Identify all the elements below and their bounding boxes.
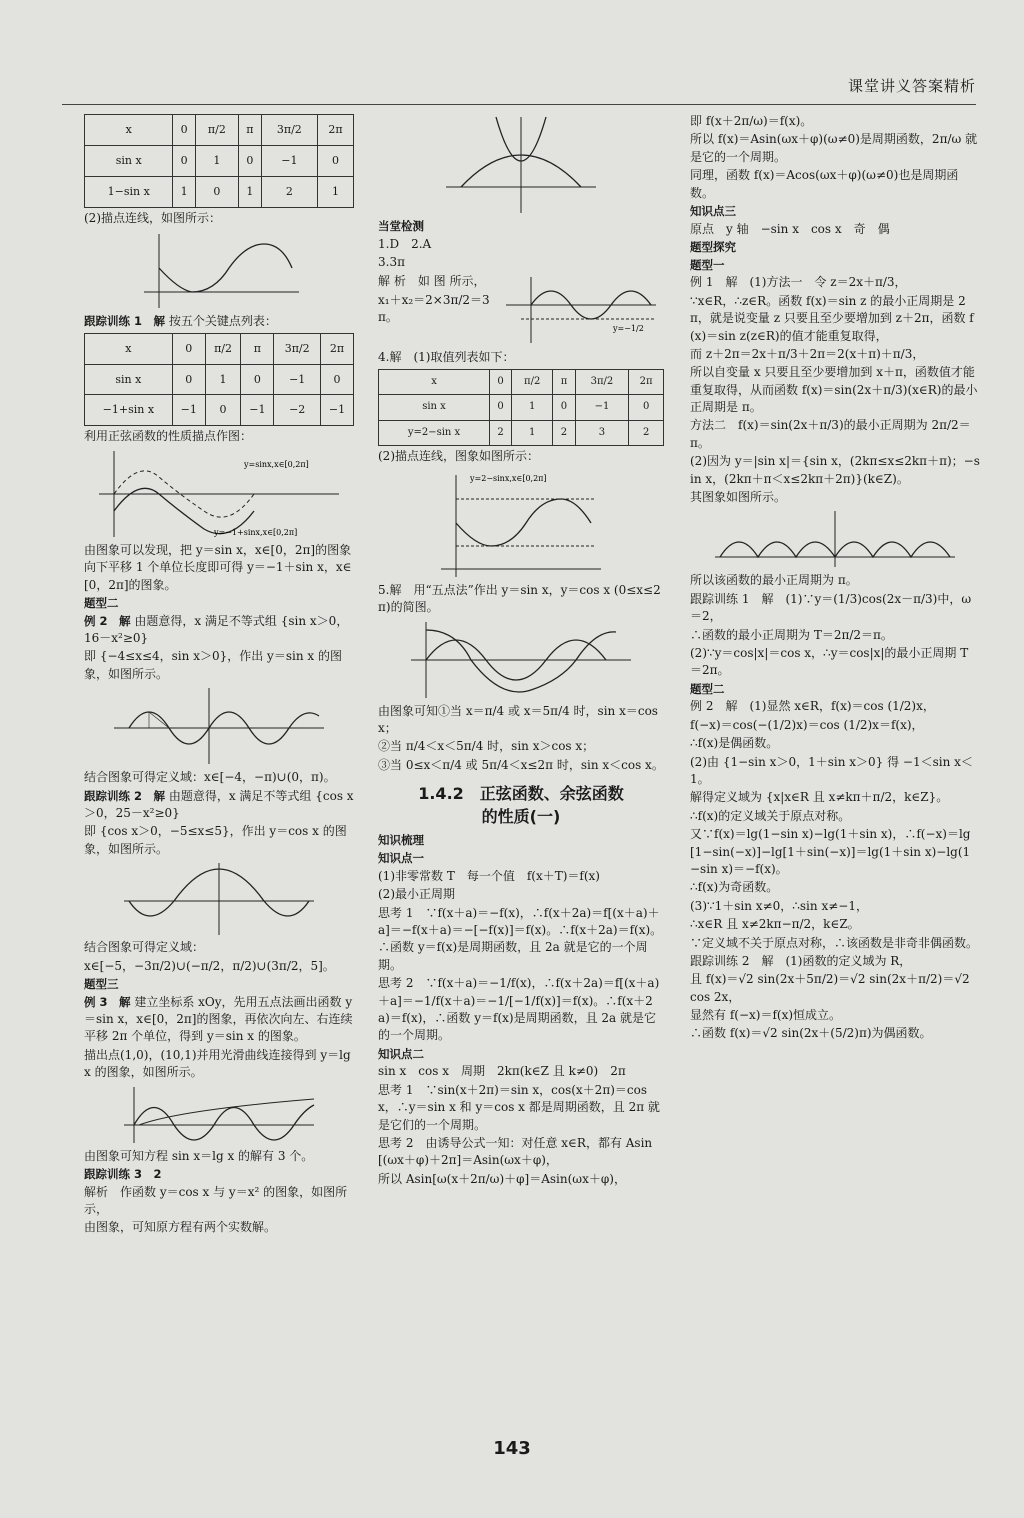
paragraph: (2)∵y＝cos|x|＝cos x，∴y＝cos|x|的最小正周期 T＝2π。 — [690, 646, 969, 678]
paragraph: 原点 y 轴 −sin x cos x 奇 偶 — [690, 221, 890, 236]
paragraph: 结合图象可得定义域：x∈[−4，−π)∪(0，π)。 — [84, 770, 336, 785]
paragraph: 同理，函数 f(x)＝Acos(ωx＋φ)(ω≠0)也是周期函数。 — [690, 168, 959, 200]
paragraph: 而 z＋2π＝2x＋π/3＋2π＝2(x＋π)＋π/3， — [690, 346, 925, 361]
answer-3-block — [378, 272, 664, 348]
heading: 跟踪训练 2 解 — [84, 788, 166, 803]
paragraph: (1)非零常数 T 每一个值 f(x＋T)＝f(x) — [378, 868, 600, 883]
paragraph: 方法二 f(x)＝sin(2x＋π/3)的最小正周期为 2π/2＝π。 — [690, 418, 971, 450]
graph-2-sin-shift — [94, 449, 344, 539]
paragraph: 思考 2 由诱导公式一知：对任意 x∈R，都有 Asin[(ωx＋φ)＋2π]＝Asin(ωx＋φ)， — [378, 1135, 653, 1168]
paragraph: f(−x)＝cos(−(1/2)x)＝cos (1/2)x＝f(x)， — [690, 717, 924, 732]
paragraph: 思考 2 ∵f(x＋a)＝−1/f(x)，∴f(x＋2a)＝f[(x＋a)＋a]＝−1/f(x＋a)＝−1/[−1/f(x)]＝f(x)。∴f(x＋2a)＝f(x)，∴函数 y＝f(x)是周期函数，且 2a 就是它的一个周期。 — [378, 976, 660, 1043]
heading: 题型探究 — [690, 240, 736, 255]
paragraph: (2)描点连线，如图所示： — [84, 210, 221, 225]
heading: 题型二 — [690, 681, 725, 696]
paragraph: 所以 Asin[ω(x＋2π/ω)＋φ]＝Asin(ωx＋φ)， — [378, 1171, 626, 1186]
heading: 当堂检测 — [378, 219, 424, 233]
paragraph: 描出点(1,0)，(10,1)并用光滑曲线连接得到 y＝lg x 的图象，如图所示。 — [84, 1047, 351, 1080]
paragraph: 按五个关键点列表： — [168, 314, 277, 329]
paragraph: ∴函数 f(x)＝√2 sin(2x＋(5/2)π)为偶函数。 — [690, 1026, 932, 1041]
paragraph: ∴f(x)为奇函数。 — [690, 880, 779, 895]
table-row: sin x 0 1 0 −1 0 — [379, 395, 664, 421]
paragraph: 解 析 如 图 所示， — [378, 274, 486, 289]
heading: 知识点三 — [690, 203, 736, 218]
heading: 题型三 — [84, 976, 119, 991]
paragraph: ∴f(x)是偶函数。 — [690, 736, 779, 751]
paragraph: ∴x∈R 且 x≠2kπ−π/2，k∈Z。 — [690, 917, 860, 932]
table-row: sin x 0 1 0 −1 0 — [85, 364, 354, 395]
paragraph: (2)因为 y＝|sin x|＝{sin x，(2kπ≤x≤2kπ＋π)；−sin x，(2kπ＋π＜x≤2kπ＋2π)}(k∈Z)。 — [690, 454, 980, 486]
table-row: y=2−sin x 2 1 2 3 2 — [379, 420, 664, 446]
table-row: x 0 π/2 π 3π/2 2π — [85, 115, 354, 146]
paragraph: 思考 1 ∵f(x＋a)＝−f(x)，∴f(x＋2a)＝f[(x＋a)＋a]＝−f(x＋a)＝−[−f(x)]＝f(x)。∴f(x＋2a)＝f(x)。∴函数 y＝f(x)是周期函数，且 2a 就是它的一个周期。 — [378, 905, 663, 972]
heading: 题型一 — [690, 257, 725, 272]
table-3 — [378, 369, 664, 447]
paragraph: x∈[−5，−3π/2)∪(−π/2，π/2)∪(3π/2，5]。 — [84, 958, 335, 973]
heading: 题型二 — [84, 595, 119, 610]
paragraph: 跟踪训练 1 解 (1)∵y＝(1/3)cos(2x－π/3)中，ω＝2， — [690, 591, 972, 624]
paragraph: 1.D 2.A — [378, 236, 432, 251]
graph-9-sin-cos — [406, 620, 636, 700]
heading: 例 2 解 — [84, 613, 131, 628]
graph-10-abs-sin — [710, 509, 960, 569]
table-2 — [84, 333, 354, 427]
paragraph: 由图象，可知原方程有两个实数解。 — [84, 1220, 277, 1235]
paragraph: 跟踪训练 2 解 (1)函数的定义域为 R， — [690, 953, 912, 968]
column-3 — [690, 112, 980, 1044]
paragraph: 其图象如图所示。 — [690, 490, 787, 505]
graph-6-cos-parabola — [441, 115, 601, 215]
paragraph: 显然有 f(−x)＝f(x)恒成立。 — [690, 1008, 842, 1023]
table-row: −1+sin x −1 0 −1 −2 −1 — [85, 395, 354, 426]
column-2 — [378, 112, 664, 1189]
graph-5-sin-lg — [119, 1085, 319, 1145]
paragraph: 5.解 用“五点法”作出 y＝sin x，y＝cos x (0≤x≤2π)的简图。 — [378, 582, 661, 615]
paragraph: 所以自变量 x 只要且至少要增加到 x＋π，函数值才能重复取得，从而函数 f(x)＝sin(2x＋π/3)(x∈R)的最小正周期是 π。 — [690, 365, 978, 415]
paragraph: ∴函数的最小正周期为 T＝2π/2＝π。 — [690, 627, 893, 642]
table-1 — [84, 114, 354, 208]
header-rule — [62, 104, 976, 105]
graph-4-cos-domain — [119, 861, 319, 936]
paragraph: 例 2 解 (1)显然 x∈R，f(x)＝cos (1/2)x， — [690, 699, 935, 714]
paragraph: (3)∵1＋sin x≠0，∴sin x≠−1， — [690, 898, 868, 913]
paragraph: 解析 作函数 y＝cos x 与 y＝x² 的图象，如图所示， — [84, 1184, 348, 1217]
paragraph: x₁＋x₂＝2×3π/2＝3π。 — [378, 292, 490, 325]
paragraph: (2)最小正周期 — [378, 887, 455, 902]
paragraph: sin x cos x 周期 2kπ(k∈Z 且 k≠0) 2π — [378, 1064, 626, 1079]
heading: 知识点二 — [378, 1046, 424, 1061]
paragraph: 即 {−4≤x≤4，sin x＞0}，作出 y＝sin x 的图象，如图所示。 — [84, 649, 342, 681]
paragraph: 又∵f(x)＝lg(1−sin x)−lg(1＋sin x)，∴f(−x)＝lg[1−sin(−x)]−lg[1＋sin(−x)]＝lg(1＋sin x)−lg(1−sin x)＝−f(x)。 — [690, 827, 971, 876]
paragraph: ∴f(x)的定义域关于原点对称。 — [690, 808, 851, 823]
graph-label: y=2−sinx,x∈[0,2π] — [470, 473, 547, 483]
paragraph: 结合图象可得定义域： — [84, 940, 205, 955]
heading: 知识点一 — [378, 851, 424, 866]
paragraph: 由图象可知方程 sin x＝lg x 的解有 3 个。 — [84, 1148, 314, 1163]
paragraph: 利用正弦函数的性质描点作图： — [84, 429, 253, 444]
paragraph: ∵定义域不关于原点对称，∴该函数是非奇非偶函数。 — [690, 935, 979, 950]
paragraph: ③当 0≤x＜π/4 或 5π/4＜x≤2π 时，sin x＜cos x。 — [378, 757, 664, 772]
heading: 知识梳理 — [378, 833, 424, 848]
heading: 例 3 解 — [84, 994, 131, 1009]
paragraph: (2)描点连线，图象如图所示： — [378, 449, 539, 464]
graph-label: y=sinx,x∈[0,2π] — [244, 459, 309, 469]
table-row: sin x 0 1 0 −1 0 — [85, 145, 354, 176]
paragraph: 即 {cos x＞0，−5≤x≤5}，作出 y＝cos x 的图象，如图所示。 — [84, 824, 347, 856]
paragraph: 且 f(x)＝√2 sin(2x＋5π/2)＝√2 sin(2x＋π/2)＝√2 cos 2x， — [690, 972, 970, 1004]
graph-label: y=−1+sinx,x∈[0,2π] — [214, 527, 298, 537]
table-row: 1−sin x 1 0 1 2 1 — [85, 176, 354, 207]
table-row: x 0 π/2 π 3π/2 2π — [85, 333, 354, 364]
paragraph: 3.3π — [378, 255, 405, 270]
graph-7-sin-line — [501, 275, 661, 345]
paragraph: 解得定义域为 {x|x∈R 且 x≠kπ＋π/2，k∈Z}。 — [690, 790, 949, 805]
table-row: x 0 π/2 π 3π/2 2π — [379, 369, 664, 395]
paragraph: 由题意得，x 满足不等式组 {sin x＞0，16－x²≥0} — [84, 613, 349, 646]
graph-1-minus-sin — [134, 230, 304, 310]
paragraph: 所以该函数的最小正周期为 π。 — [690, 573, 858, 588]
heading: 跟踪训练 3 2 — [84, 1166, 162, 1181]
heading: 跟踪训练 1 解 — [84, 314, 166, 329]
section-title: 1.4.2 正弦函数、余弦函数 的性质(一) — [418, 784, 624, 827]
graph-3-sin-domain — [109, 686, 329, 766]
paragraph: 建立坐标系 xOy，先用五点法画出函数 y＝sin x，x∈[0，2π]的图象，再依次向左、右连续平移 2π 个单位，得到 y＝sin x 的图象。 — [84, 994, 353, 1044]
paragraph: 思考 1 ∵sin(x＋2π)＝sin x，cos(x＋2π)＝cos x，∴y＝sin x 和 y＝cos x 都是周期函数，且 2π 就是它们的一个周期。 — [378, 1082, 660, 1132]
paragraph: ②当 π/4＜x＜5π/4 时，sin x＞cos x； — [378, 739, 595, 754]
paragraph: 即 f(x＋2π/ω)＝f(x)。 — [690, 114, 813, 128]
graph-8-two-minus-sin — [436, 469, 606, 579]
paragraph: 4.解 (1)取值列表如下： — [378, 350, 515, 365]
paragraph: 由图象可知①当 x＝π/4 或 x＝5π/4 时，sin x＝cos x； — [378, 703, 658, 735]
paragraph: 由图象可以发现，把 y＝sin x，x∈[0，2π]的图象向下平移 1 个单位长度即可得 y＝−1＋sin x，x∈[0，2π]的图象。 — [84, 542, 352, 592]
paragraph: 所以 f(x)＝Asin(ωx＋φ)(ω≠0)是周期函数，2π/ω 就是它的一个周期。 — [690, 132, 978, 164]
paragraph: (2)由 {1−sin x＞0，1＋sin x＞0} 得 −1＜sin x＜1。 — [690, 754, 973, 787]
paragraph: ∵x∈R，∴z∈R。函数 f(x)＝sin z 的最小正周期是 2π，就是说变量 z 只要且至少要增加到 z＋2π，函数 f(x)＝sin z(z∈R)的值才能重复取得， — [690, 293, 974, 343]
paragraph: 例 1 解 (1)方法一 令 z＝2x＋π/3， — [690, 275, 907, 290]
graph-label: y=−1/2 — [613, 324, 644, 334]
page-header: 课堂讲义答案精析 — [847, 77, 976, 95]
paragraph: 由题意得，x 满足不等式组 {cos x＞0，25－x²≥0} — [84, 788, 354, 820]
column-1 — [84, 112, 354, 1238]
page-number: 143 — [493, 1438, 531, 1459]
